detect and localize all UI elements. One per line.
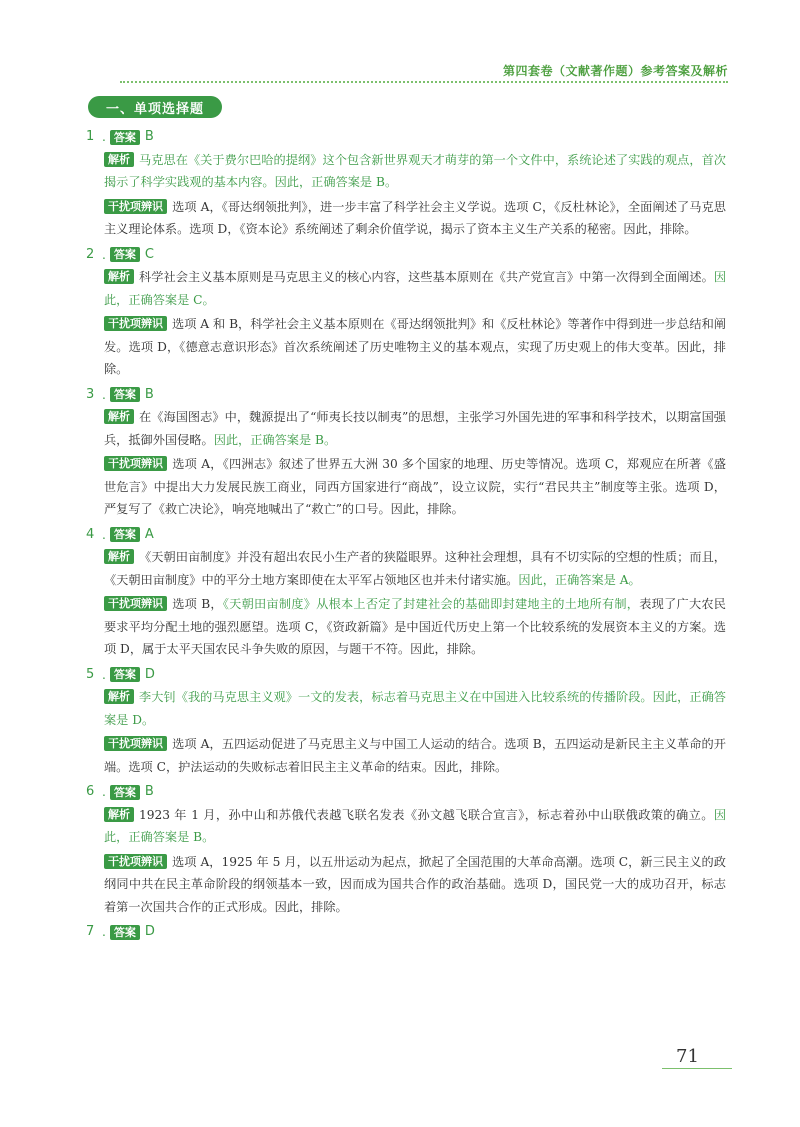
- answer-letter: D: [144, 666, 155, 682]
- answer-tag: 答案: [110, 785, 140, 800]
- question-block: [86, 524, 726, 664]
- distractor-analysis-text: 选项 A，《四洲志》叙述了世界五大洲 30 多个国家的地理、历史等情况。选项 C，郑观应在所著《盛世危言》中提出大力发展民族工商业，同西方国家进行“商战”，设立议院，实行“君民共主”制度等主张。选项 D，严复写了《救亡决论》，响亮地喊出了“救亡”的口号。因此，排除。: [104, 457, 726, 516]
- analysis-text: 在《海国图志》中，魏源提出了“师夷长技以制夷”的思想，主张学习外国先进的军事和科学技术，以期富国强兵，抵御外国侵略。: [104, 410, 726, 447]
- distractor-analysis-tag: 干扰项辨识: [104, 596, 167, 611]
- analysis-text: 因此，正确答案是 B。: [104, 807, 726, 844]
- analysis-text: 马克思在《关于费尔巴哈的提纲》这个包含新世界观天才萌芽的第一个文件中，系统论述了实践的观点，首次揭示了科学实践观的基本内容。因此，正确答案是 B。: [104, 152, 726, 189]
- footer-divider: [662, 1068, 732, 1069]
- distractor-analysis-text: 选项 A，五四运动促进了马克思主义与中国工人运动的结合。选项 B，五四运动是新民主主义革命的开端。选项 C，护法运动的失败标志着旧民主主义革命的结束。因此，排除。: [104, 737, 726, 774]
- distractor-analysis: [86, 593, 726, 661]
- question-answer-line: [86, 524, 726, 547]
- analysis: [86, 804, 726, 849]
- distractor-analysis: [86, 313, 726, 381]
- analysis-tag: 解析: [104, 409, 134, 424]
- question-number-dot: .: [102, 247, 106, 262]
- analysis: [86, 406, 726, 451]
- distractor-analysis-text: 《天朝田亩制度》从根本上否定了封建社会的基础即封建地主的土地所有制，: [222, 597, 640, 611]
- distractor-analysis-text: 表现了广大农民要求平均分配土地的强烈愿望。选项 C，《资政新篇》是中国近代历史上第一个比较系统的发展资本主义的方案。选项 D，属于太平天国农民斗争失败的原因，与题干不符。因此，排除。: [104, 597, 726, 656]
- analysis: [86, 149, 726, 194]
- question-answer-line: [86, 781, 726, 804]
- analysis: [86, 686, 726, 731]
- question-answer-line: [86, 921, 726, 944]
- question-number: 4: [86, 526, 95, 542]
- distractor-analysis-tag: 干扰项辨识: [104, 736, 167, 751]
- question-block: [86, 384, 726, 524]
- distractor-analysis-tag: 干扰项辨识: [104, 199, 167, 214]
- analysis-tag: 解析: [104, 807, 134, 822]
- distractor-analysis-tag: 干扰项辨识: [104, 456, 167, 471]
- answer-list: [86, 126, 726, 947]
- distractor-analysis: [86, 453, 726, 521]
- question-block: [86, 126, 726, 244]
- answer-tag: 答案: [110, 667, 140, 682]
- question-answer-line: [86, 126, 726, 149]
- answer-letter: B: [144, 386, 154, 402]
- page-number: 71: [676, 1046, 699, 1067]
- running-header: 第四套卷（文献著作题）参考答案及解析: [502, 64, 728, 78]
- analysis-tag: 解析: [104, 549, 134, 564]
- question-number-dot: .: [102, 785, 106, 799]
- question-block: [86, 244, 726, 384]
- question-number-dot: .: [102, 667, 106, 682]
- question-number: 2: [86, 246, 95, 262]
- analysis-tag: 解析: [104, 689, 134, 704]
- distractor-analysis: [86, 851, 726, 919]
- answer-tag: 答案: [110, 527, 140, 542]
- question-number: 6: [86, 784, 95, 799]
- answer-letter: D: [144, 924, 155, 939]
- distractor-analysis: [86, 196, 726, 241]
- question-number-dot: .: [102, 527, 106, 542]
- answer-letter: C: [144, 246, 154, 262]
- analysis: [86, 546, 726, 591]
- answer-letter: B: [144, 129, 154, 144]
- answer-letter: A: [144, 526, 154, 542]
- question-block: [86, 781, 726, 921]
- question-block: [86, 921, 726, 947]
- analysis-text: 因此，正确答案是 A。: [518, 572, 641, 587]
- question-number: 3: [86, 386, 95, 402]
- answer-letter: B: [144, 784, 154, 799]
- answer-tag: 答案: [110, 387, 140, 402]
- analysis-text: 李大钊《我的马克思主义观》一文的发表，标志着马克思主义在中国进入比较系统的传播阶段。因此，正确答案是 D。: [104, 690, 726, 727]
- analysis-tag: 解析: [104, 269, 134, 284]
- section-title: 一、单项选择题: [88, 96, 222, 118]
- analysis-text: 1923 年 1 月，孙中山和苏俄代表越飞联名发表《孙文越飞联合宣言》，标志着孙中山联俄政策的确立。: [139, 807, 714, 822]
- distractor-analysis: [86, 733, 726, 778]
- analysis-tag: 解析: [104, 152, 134, 167]
- question-number-dot: .: [102, 925, 106, 939]
- distractor-analysis-text: 选项 B，: [172, 597, 223, 611]
- distractor-analysis-text: 选项 A，1925 年 5 月，以五卅运动为起点，掀起了全国范围的大革命高潮。选项 C，新三民主义的政纲同中共在民主革命阶段的纲领基本一致，因而成为国共合作的政治基础。选项 D，国民党一大的成功召开，标志着第一次国共合作的正式形成。因此，排除。: [104, 854, 726, 914]
- question-answer-line: [86, 664, 726, 687]
- question-number-dot: .: [102, 387, 106, 402]
- answer-tag: 答案: [110, 130, 140, 145]
- analysis: [86, 266, 726, 311]
- question-number: 7: [86, 924, 95, 939]
- question-number-dot: .: [102, 130, 106, 144]
- distractor-analysis-tag: 干扰项辨识: [104, 854, 167, 869]
- analysis-text: 因此，正确答案是 C。: [104, 270, 726, 307]
- question-number: 5: [86, 666, 95, 682]
- answer-tag: 答案: [110, 925, 140, 940]
- answer-tag: 答案: [110, 247, 140, 262]
- question-answer-line: [86, 244, 726, 267]
- question-block: [86, 664, 726, 782]
- analysis-text: 《天朝田亩制度》并没有超出农民小生产者的狭隘眼界。这种社会理想，具有不切实际的空想的性质；而且，《天朝田亩制度》中的平分土地方案即使在太平军占领地区也并未付诸实施。: [104, 550, 726, 587]
- block-spacer: [86, 944, 726, 947]
- question-answer-line: [86, 384, 726, 407]
- analysis-text: 科学社会主义基本原则是马克思主义的核心内容，这些基本原则在《共产党宣言》中第一次得到全面阐述。: [139, 270, 714, 284]
- distractor-analysis-text: 选项 A，《哥达纲领批判》，进一步丰富了科学社会主义学说。选项 C，《反杜林论》，全面阐述了马克思主义理论体系。选项 D，《资本论》系统阐述了剩余价值学说，揭示了资本主义生产关系的秘密。因此，排除。: [104, 199, 726, 236]
- header-divider: [120, 81, 728, 83]
- question-number: 1: [86, 129, 95, 144]
- analysis-text: 因此，正确答案是 B。: [213, 432, 337, 447]
- distractor-analysis-tag: 干扰项辨识: [104, 316, 167, 331]
- distractor-analysis-text: 选项 A 和 B，科学社会主义基本原则在《哥达纲领批判》和《反杜林论》等著作中得到进一步总结和阐发。选项 D，《德意志意识形态》首次系统阐述了历史唯物主义的基本观点，实现了历史观上的伟大变革。因此，排除。: [104, 317, 726, 376]
